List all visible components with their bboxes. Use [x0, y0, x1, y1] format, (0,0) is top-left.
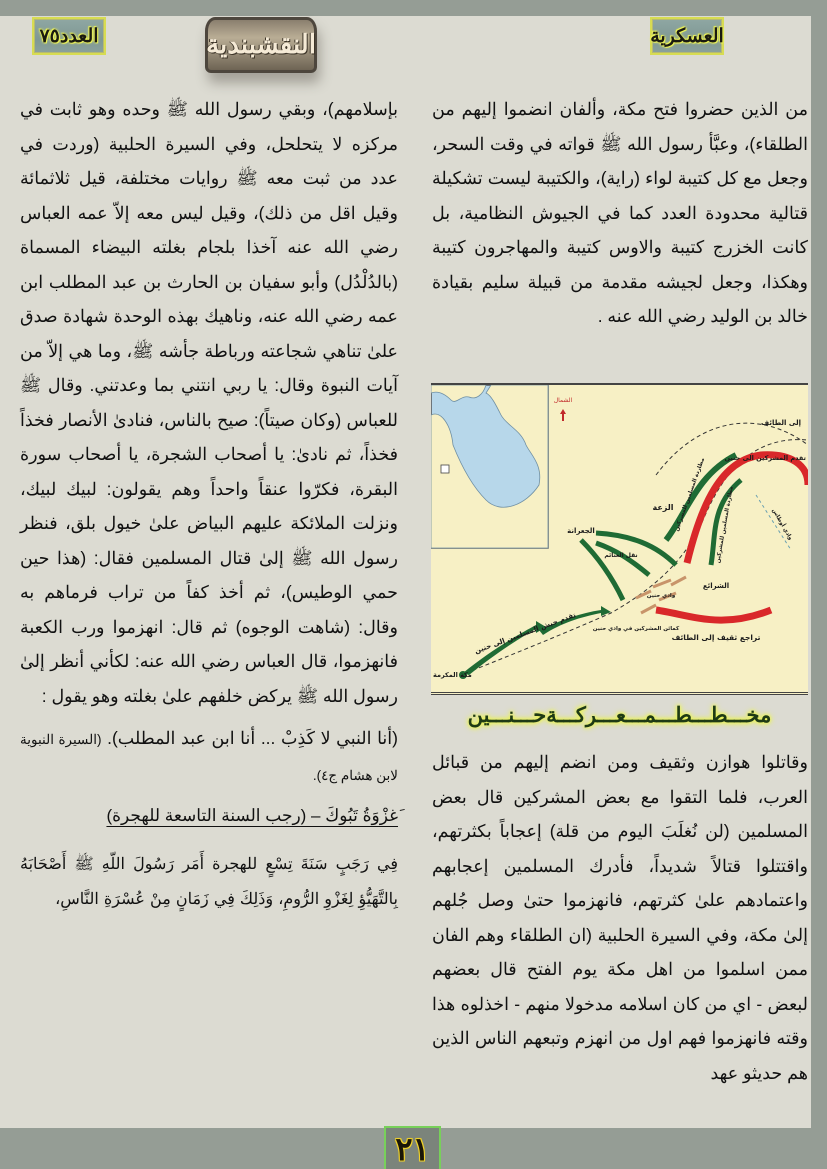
north-label: الشمال: [553, 397, 573, 404]
paragraph: فِي رَجَبٍ سَنَةَ تِسْعٍ للهجرة أَمَر رَسُولَ اللّهِ ﷺ أَصْحَابَهُ بِالتَّهَيُّؤِ لِغَزْوِ الرُّومِ، وَذَلِكَ فِي زَمَانٍ مِنْ عُسْرَةِ النَّاسِ،: [20, 853, 398, 908]
wadi-awtas-line: [756, 495, 791, 550]
label-makkah: مكة المكرمة: [433, 671, 472, 679]
left-column: [20, 92, 398, 916]
label-muslims-advance: تقدم جيش المسلمين إلى حنين: [473, 611, 578, 656]
paragraph: بإسلامهم)، وبقي رسول الله ﷺ وحده وهو ثابت في مركزه لا يتحلحل، وفي السيرة الحلبية (وردت في عدد من ثبت معه ﷺ روايات مختلفة، قيل ثلاثمائة وقيل اقل من ذلك)، وقيل ليس معه إلاّ عمه العباس رضي الله عنه آخذا بلجام بغلته البيضاء المسماة (بالدُلْدُل) وأبو سفيان بن الحارث بن عبد المطلب ابن عمه رضي الله عنه، وناهيك بهذه الوحدة شهادة صدق علىٰ تناهي شجاعته ورباطة جأشه ﷺ، وما هي إلاّ من آيات النبوة وقال: يا ربي انتني بما وعدتني. وقال ﷺ للعباس (وكان صيتاً): صيح بالناس، فنادىٰ الأنصار فخذاً فخذاً، ثم نادىٰ: يا أصحاب الشجرة، يا أصحاب سورة البقرة، فكرّوا عنقاً واحداً وهم يقولون: لبيك لبيك، ونزلت الملائكة عليهم البياض علىٰ خيول بلق، فنظر رسول الله ﷺ إلىٰ قتال المسلمين فقال: (هذا حين حمي الوطيس)، ثم أخذ كفاً من تراب فرماهم به وقال: (شاهت الوجوه) ثم قال: انهزموا ورب الكعبة فانهزموا، قال العباس رضي الله عنه: لكأني أنظر إلىٰ رسول الله ﷺ يركض خلفهم علىٰ بغلته وهو يقول :: [20, 99, 398, 706]
label-jirana: الجعرانة: [567, 527, 595, 535]
polytheists-advance-arrow: [687, 455, 808, 563]
inset-map: [431, 385, 548, 548]
masthead-title: النقشبندية: [205, 17, 317, 73]
section-heading: َغزْوَةُ تَبُوكَ – (رجب السنة التاسعة للهجرة): [106, 806, 398, 825]
issue-number-badge: العدد٧٥: [32, 17, 106, 55]
label-to-taif: إلى الطائف: [761, 419, 801, 427]
label-ambush: كمائن المشركين في وادي حنين: [592, 626, 680, 632]
top-border-band: [0, 0, 827, 16]
right-column-top: [432, 92, 808, 334]
label-muslims-pursuit-2: مطاردة المسلمين للمشركين: [715, 486, 735, 564]
label-wadi-awtas: وادي أوطاس: [770, 507, 794, 542]
section-body: [20, 846, 398, 916]
paragraph: وقاتلوا هوازن وثقيف ومن انضم إليهم من قبائل العرب، فلما التقوا مع بعض المشركين قال بعض المسلمين (لن نُغلَبَ اليوم من قلة) إعجاباً بكثرتهم، واقتتلوا قتالاً شديداً، فأدرك المسلمين إعجابهم واعتمادهم علىٰ كثرتهم، فانهزموا حتىٰ وصل جُلهم إلىٰ مكة، وفي السيرة الحلبية (ان الطلقاء وهم الفان ممن اسلموا من اهل مكة يوم الفتح قال بعضهم لبعض - اي من كان اسلامه مدخولا منهم - اخذلوه هذا وقته فانهزموا فهم اول من انهزم وتبعهم الناس الذين هم حديثو عهد: [432, 752, 808, 1083]
battle-map-svg: [431, 385, 808, 692]
right-column-bottom: [432, 745, 808, 1090]
thaqif-retreat-arrow: [656, 610, 771, 620]
right-border-band: [811, 0, 827, 1169]
battle-map: [431, 383, 808, 695]
label-spoils: نقل الغنائم: [604, 552, 638, 559]
label-sharai: الشرائع: [702, 582, 730, 590]
citation-reference: (السيرة النبوية لابن هشام ج٤).: [20, 732, 398, 783]
label-zaima: الزعة: [652, 503, 674, 512]
verse-text: (أنا النبي لا كَذِبْ ... أنا ابن عبد المطلب).: [107, 728, 398, 748]
label-polytheists-advance: تقدم المشركين الى حنين: [724, 454, 806, 462]
jirana-arrow-1: [581, 540, 623, 600]
page-number: ٢١: [384, 1126, 441, 1169]
label-wadi-hunayn: وادي حنين: [646, 593, 676, 599]
section-badge: العسكرية: [650, 17, 724, 55]
label-thaqif-retreat: تراجع ثقيف إلى الطائف: [671, 633, 761, 642]
north-arrow-icon: [554, 397, 573, 421]
inset-location-marker: [441, 465, 449, 473]
paragraph: من الذين حضروا فتح مكة، وألفان انضموا إليهم من الطلقاء)، وعبَّأ رسول الله ﷺ قواته في وقت السحر، وجعل مع كل كتيبة لواء (راية)، والكتيبة ليست تشكيلة قتالية محدودة العدد كما في الجيوش النظامية، بل كانت الخزرج كتيبة والاوس كتيبة والمهاجرون كتيبة وهكذا، وجعل لجيشه مقدمة من قبيلة سليم بقيادة خالد بن الوليد رضي الله عنه .: [432, 99, 808, 326]
label-muslims-pursuit-1: مطاردة المسلمين للمشركين: [673, 457, 707, 533]
map-caption: مخـــطـــطـــمـــعـــركـــةحـــنـــين: [467, 702, 772, 727]
poetry-verse: [20, 721, 398, 793]
